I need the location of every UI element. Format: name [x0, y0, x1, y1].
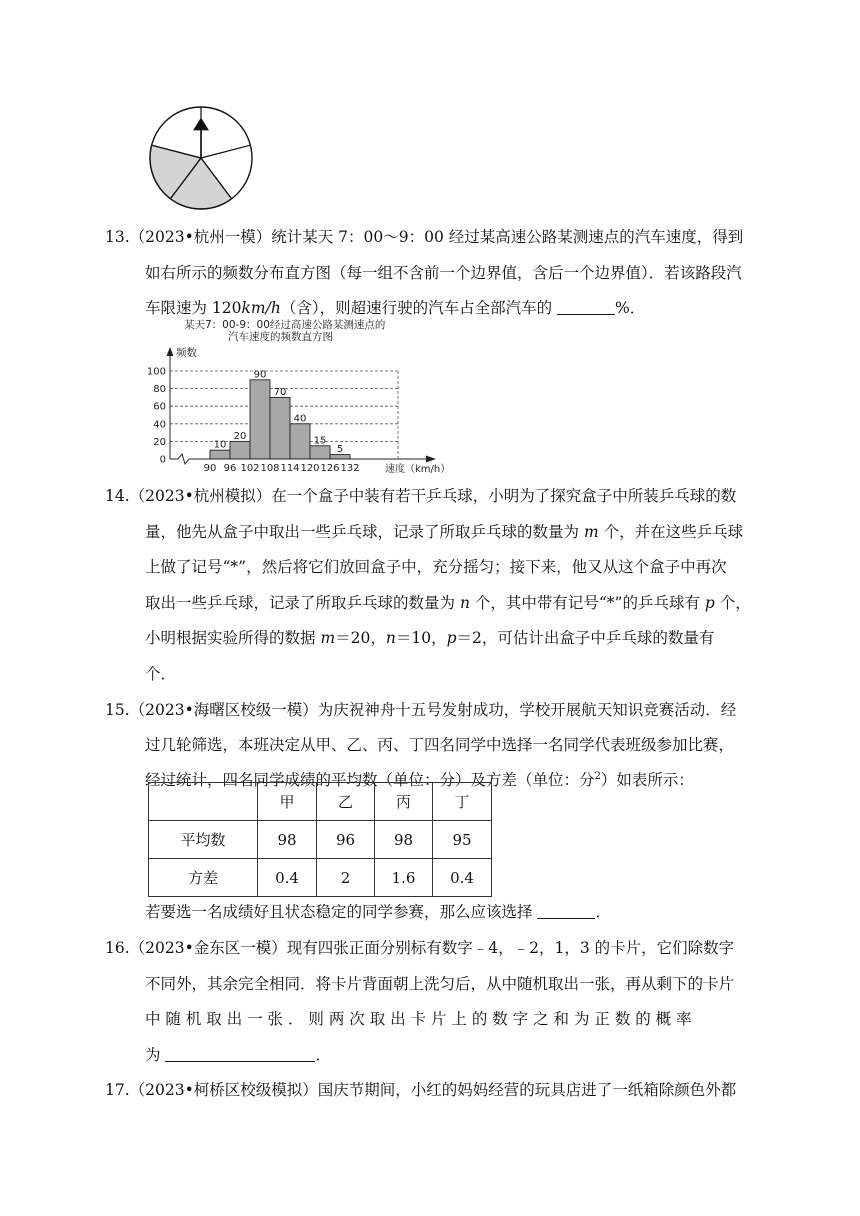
table-cell: 乙	[317, 783, 375, 821]
q14-line6: 个．	[145, 665, 177, 683]
bar-value-label: 20	[233, 430, 247, 442]
q16-line1: 16.（2023•金东区一模）现有四张正面分别标有数字﹣4，﹣2，1，3 的卡片，它们除数字	[105, 939, 735, 957]
bar-value-label: 15	[313, 435, 327, 447]
x-tick-label: 132	[340, 463, 360, 474]
x-tick-label: 102	[240, 463, 260, 474]
q17-source: （2023•柯桥区校级模拟）	[129, 1081, 318, 1099]
q14-line5: 小明根据实验所得的数据 m＝20，n＝10，p＝2，可估计出盒子中乒乓球的数量有	[145, 629, 715, 647]
x-tick-label: 90	[203, 463, 217, 474]
spinner-figure	[145, 100, 257, 212]
table-cell: 96	[317, 821, 375, 859]
y-axis-label: 频数	[176, 347, 197, 359]
q16-answer-blank[interactable]	[165, 1047, 315, 1062]
chart-subtitle: 汽车速度的频数直方图	[228, 331, 333, 343]
x-axis-arrow	[426, 456, 436, 463]
x-tick-label: 114	[280, 463, 300, 474]
q14-line2: 量，他先从盒子中取出一些乒乓球，记录了所取乒乓球的数量为 m 个，并在这些乒乓球	[145, 523, 744, 541]
bar-value-label: 5	[336, 444, 344, 456]
q16-line3: 中 随 机 取 出 一 张 ． 则 两 次 取 出 卡 片 上 的 数 字 之 和 为 正 数 的 概 率	[145, 1010, 692, 1028]
x-tick-label: 126	[320, 463, 340, 474]
x-axis-label: 速度（km/h）	[385, 464, 451, 475]
q17-number: 17.	[105, 1081, 130, 1099]
table-cell: 98	[375, 821, 433, 859]
q13-number: 13.	[105, 228, 130, 246]
score-table	[148, 782, 492, 897]
q13-line1	[105, 227, 743, 247]
histogram-bar	[270, 397, 290, 459]
bar-value-label: 40	[293, 413, 307, 425]
q15-answer-blank[interactable]	[537, 904, 595, 919]
x-tick-label: 108	[260, 463, 280, 474]
table-cell: 1.6	[375, 859, 433, 897]
y-tick-label: 60	[153, 401, 166, 413]
bar-value-label: 10	[213, 439, 227, 451]
q14-line1: 14.（2023•杭州模拟）在一个盒子中装有若干乒乓球，小明为了探究盒子中所装乒乓球的数	[105, 487, 737, 505]
table-cell: 0.4	[433, 859, 492, 897]
q16-line4: 为 ．	[145, 1046, 331, 1064]
q16-line2: 不同外，其余完全相同．将卡片背面朝上洗匀后，从中随机取出一张，再从剩下的卡片	[145, 975, 735, 993]
y-tick-label: 0	[159, 454, 166, 466]
bar-value-label: 70	[273, 386, 287, 398]
q15-number: 15.	[105, 701, 130, 719]
q14-line4: 取出一些乒乓球，记录了所取乒乓球的数量为 n 个，其中带有记号“*”的乒乓球有 p 个，	[145, 594, 751, 612]
y-tick-label: 100	[146, 366, 166, 378]
q15-after: 若要选一名成绩好且状态稳定的同学参赛，那么应该选择 ．	[145, 903, 611, 921]
y-tick-label: 20	[153, 436, 166, 448]
q13-source: （2023•杭州一模）	[129, 228, 272, 246]
q13-line2: 如右所示的频数分布直方图（每一组不含前一个边界值，含后一个边界值）．若该路段汽	[145, 264, 742, 282]
histogram-bar	[210, 450, 230, 459]
table-cell	[149, 783, 258, 821]
q14-line3: 上做了记号“*”，然后将它们放回盒子中，充分摇匀；接下来，他又从这个盒子中再次	[145, 558, 727, 576]
y-tick-label: 40	[153, 419, 166, 431]
table-row	[149, 783, 492, 821]
chart-title: 某天7：00-9：00经过高速公路某测速点的	[184, 319, 386, 331]
bar-value-label: 90	[253, 369, 267, 381]
speed-histogram	[140, 314, 460, 480]
q14-source: （2023•杭州模拟）	[129, 487, 272, 505]
y-axis-arrow	[167, 347, 174, 356]
table-cell: 平均数	[149, 821, 258, 859]
table-cell: 95	[433, 821, 492, 859]
table-cell: 98	[258, 821, 317, 859]
histogram-bar	[290, 424, 310, 459]
table-cell: 方差	[149, 859, 258, 897]
q15-line1: 15.（2023•海曙区校级一模）为庆祝神舟十五号发射成功，学校开展航天知识竞赛活动．经	[105, 701, 737, 719]
histogram-bar	[330, 455, 350, 459]
q14-number: 14.	[105, 487, 130, 505]
x-tick-label: 120	[300, 463, 320, 474]
table-cell: 甲	[258, 783, 317, 821]
histogram-bar	[230, 441, 250, 459]
histogram-bar	[310, 446, 330, 459]
q13-text: 统计某天 7：00～9：00 经过某高速公路某测速点的汽车速度，得到	[271, 228, 744, 246]
table-cell: 2	[317, 859, 375, 897]
q16-source: （2023•金东区一模）	[129, 939, 287, 957]
table-cell: 丁	[433, 783, 492, 821]
table-cell: 丙	[375, 783, 433, 821]
q16-number: 16.	[105, 939, 130, 957]
table-row	[149, 821, 492, 859]
x-tick-label: 96	[223, 463, 237, 474]
table-cell: 0.4	[258, 859, 317, 897]
q15-line3: 经过统计，四名同学成绩的平均数（单位：分）及方差（单位：分$^2$）如表所示：	[145, 771, 694, 790]
q13-line3: 车限速为 120km/h（含），则超速行驶的汽车占全部汽车的 %．	[145, 299, 646, 317]
q15-source: （2023•海曙区校级一模）	[129, 701, 318, 719]
y-tick-label: 80	[153, 384, 166, 396]
q17-line1: 17.（2023•柯桥区校级模拟）国庆节期间，小红的妈妈经营的玩具店进了一纸箱除颜色外都	[105, 1081, 737, 1099]
table-row	[149, 859, 492, 897]
histogram-bar	[250, 380, 270, 459]
q13-answer-blank[interactable]	[557, 300, 615, 315]
q15-line2: 过几轮筛选，本班决定从甲、乙、丙、丁四名同学中选择一名同学代表班级参加比赛，	[145, 736, 735, 754]
